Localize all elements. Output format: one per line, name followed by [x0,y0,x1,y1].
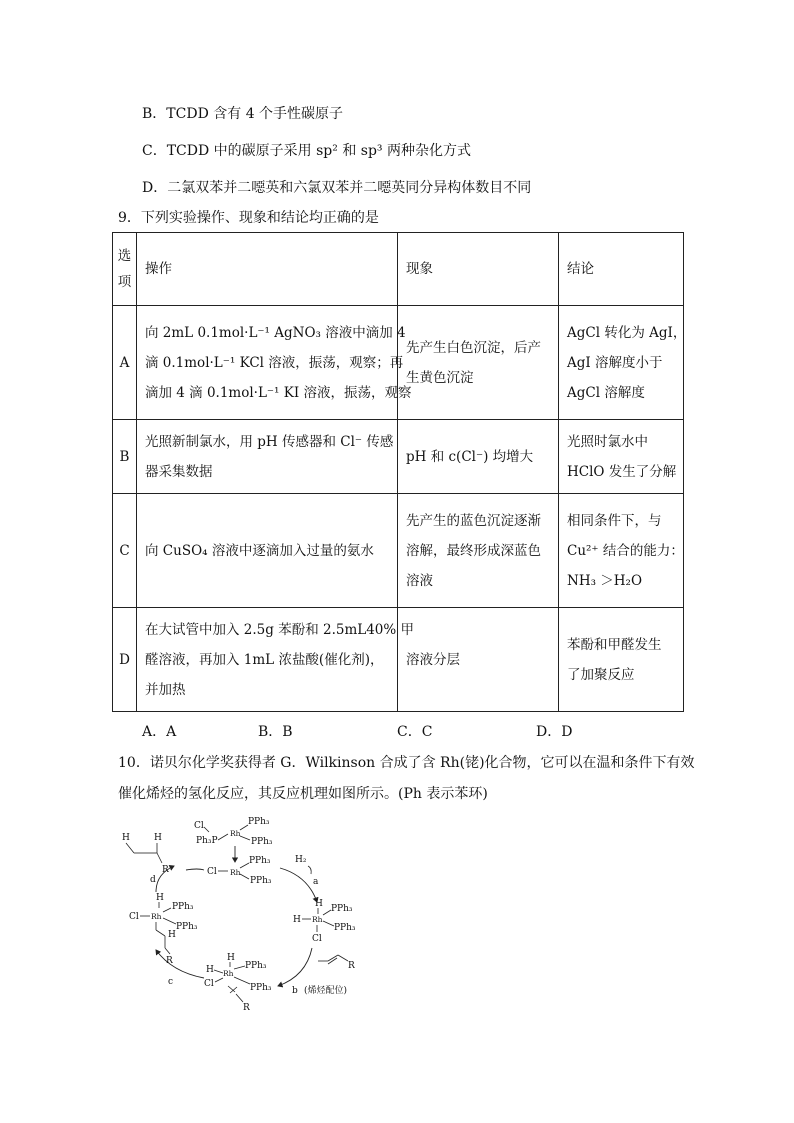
svg-text:R: R [162,865,169,875]
q9-stem: 9．下列实验操作、现象和结论均正确的是 [118,210,379,226]
row-phenomenon: pH 和 c(Cl⁻) 均增大 [398,420,559,494]
row-label: A [113,306,137,420]
step-b-label: b [292,986,298,996]
svg-text:H: H [154,833,162,843]
row-conclusion: 光照时氯水中 HClO 发生了分解 [559,420,684,494]
experiment-table [112,232,687,712]
svg-text:Cl: Cl [204,979,214,989]
table-row [113,420,684,494]
svg-text:Rh: Rh [151,912,162,921]
svg-text:H: H [168,930,176,940]
answer-a: A．A [142,724,177,740]
svg-text:H: H [206,965,214,975]
row-conclusion: AgCl 转化为 AgI， AgI 溶解度小于 AgCl 溶解度 [559,306,684,420]
svg-text:H: H [156,893,164,903]
svg-text:Ph₃P: Ph₃P [196,836,218,846]
answer-c: C．C [397,724,433,740]
catalytic-cycle-diagram [112,810,392,1020]
rh-alkyl-hydride [129,893,198,966]
svg-text:H: H [293,915,301,925]
svg-text:PPh₃: PPh₃ [250,983,272,993]
answer-b: B．B [258,724,293,740]
row-label: B [113,420,137,494]
svg-text:H: H [122,833,130,843]
svg-text:Rh: Rh [230,868,241,877]
svg-text:PPh₃: PPh₃ [331,904,353,914]
answer-d: D．D [536,724,573,740]
row-operation: 向 CuSO₄ 溶液中逐滴加入过量的氨水 [137,494,398,608]
svg-text:PPh₃: PPh₃ [334,923,356,933]
svg-text:R: R [243,1003,250,1013]
rh-species-1 [207,856,272,886]
svg-text:PPh₃: PPh₃ [176,922,198,932]
step-a-label: a [313,877,319,887]
step-c-label: c [168,977,174,987]
alkane-product [122,833,169,875]
svg-text:H₂: H₂ [295,855,307,865]
row-phenomenon: 先产生白色沉淀，后产 生黄色沉淀 [398,306,559,420]
svg-text:Rh: Rh [230,829,241,838]
row-label: D [113,608,137,712]
row-conclusion: 苯酚和甲醛发生 了加聚反应 [559,608,684,712]
svg-text:H: H [315,899,323,909]
svg-text:PPh₃: PPh₃ [251,837,273,847]
row-conclusion: 相同条件下，与 Cu²⁺ 结合的能力： NH₃ ＞H₂O [559,494,684,608]
table-row [113,306,684,420]
svg-text:Cl: Cl [207,867,217,877]
table-row [113,608,684,712]
svg-text:H: H [227,953,235,963]
svg-text:Rh: Rh [223,969,234,978]
q10-line-1: 10．诺贝尔化学奖获得者 G．Wilkinson 合成了含 Rh(铑)化合物，它可以在温和条件下有效 [118,755,695,771]
svg-text:PPh₃: PPh₃ [172,902,194,912]
q8-option-b: B．TCDD 含有 4 个手性碳原子 [142,106,344,122]
svg-text:Cl: Cl [194,821,204,831]
rh-olefin-complex [204,953,272,1013]
header-option: 选 项 [113,233,137,306]
row-label: C [113,494,137,608]
row-operation: 在大试管中加入 2.5g 苯酚和 2.5mL40% 甲 醛溶液，再加入 1mL 浓盐酸(催化剂)， 并加热 [137,608,398,712]
svg-text:Cl: Cl [312,934,322,944]
table-row [113,494,684,608]
svg-text:R: R [348,961,355,971]
header-phenomenon: 现象 [398,233,559,306]
step-d-label: d [150,875,156,885]
row-phenomenon: 先产生的蓝色沉淀逐渐 溶解，最终形成深蓝色 溶液 [398,494,559,608]
rh-dihydride [293,899,356,944]
q8-option-c: C．TCDD 中的碳原子采用 sp² 和 sp³ 两种杂化方式 [142,143,471,159]
svg-text:PPh₃: PPh₃ [249,856,271,866]
q8-option-d: D．二氯双苯并二噁英和六氯双苯并二噁英同分异构体数目不同 [142,180,532,196]
row-phenomenon: 溶液分层 [398,608,559,712]
header-operation: 操作 [137,233,398,306]
row-operation: 向 2mL 0.1mol·L⁻¹ AgNO₃ 溶液中滴加 4 滴 0.1mol·L⁻¹ KCl 溶液，振荡，观察；再 滴加 4 滴 0.1mol·L⁻¹ KI 溶液，振荡，观察 [137,306,398,420]
svg-text:PPh₃: PPh₃ [248,817,270,827]
q10-line-2: 催化烯烃的氢化反应，其反应机理如图所示。(Ph 表示苯环) [118,786,488,802]
svg-text:Rh: Rh [312,915,323,924]
svg-text:PPh₃: PPh₃ [250,876,272,886]
olefin-coordination-note: (烯烃配位) [304,986,348,996]
header-conclusion: 结论 [559,233,684,306]
svg-text:R: R [166,956,173,966]
svg-text:PPh₃: PPh₃ [245,961,267,971]
row-operation: 光照新制氯水，用 pH 传感器和 Cl⁻ 传感 器采集数据 [137,420,398,494]
wilkinson-catalyst [194,817,273,847]
table-header-row [113,233,684,306]
svg-text:Cl: Cl [129,912,139,922]
